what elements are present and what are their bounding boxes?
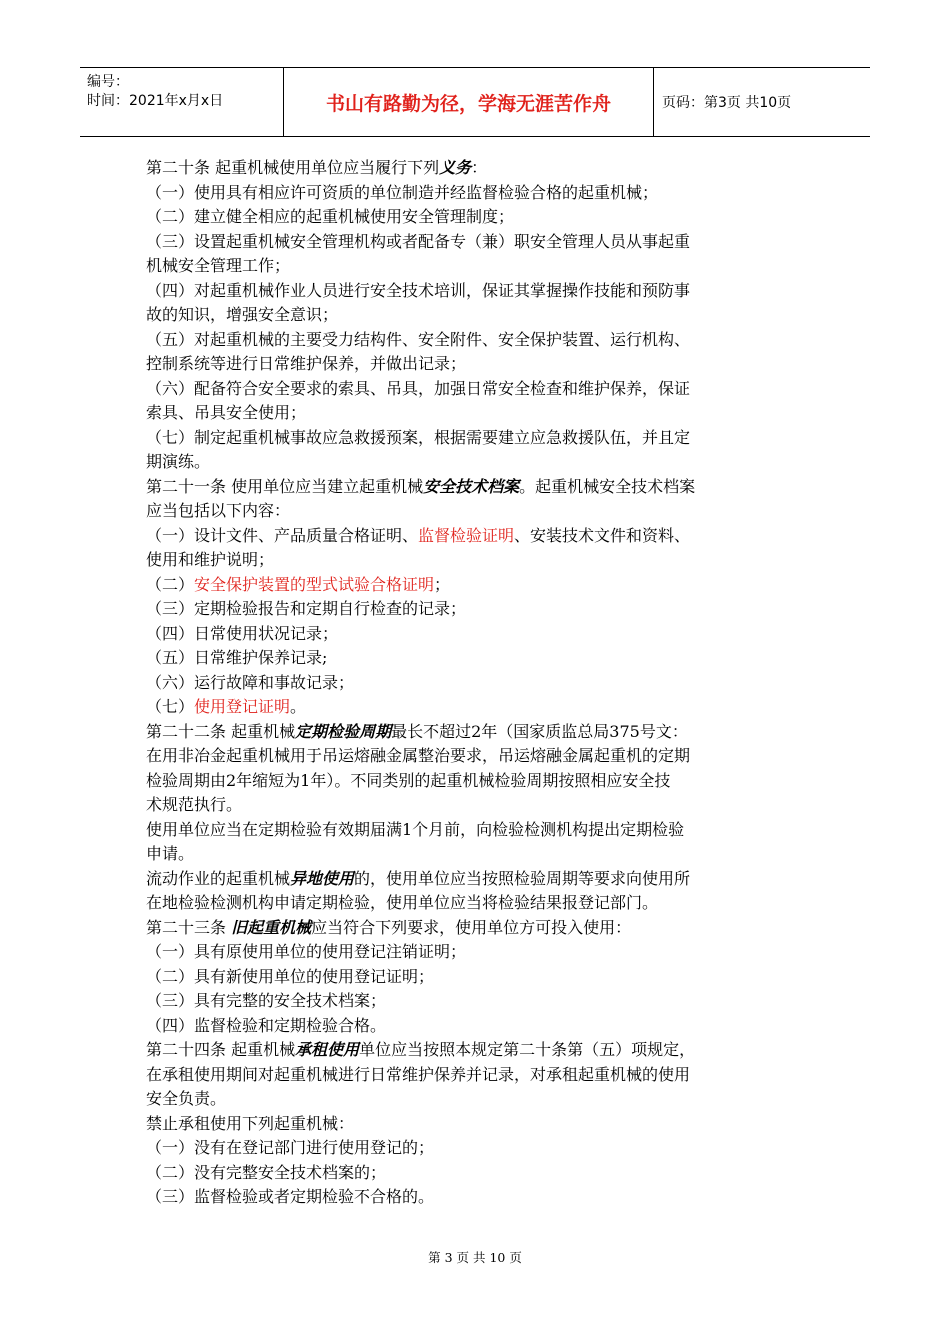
body-line (146, 1087, 811, 1112)
highlighted-text: 监督检验证明 (418, 525, 515, 545)
body-text: （三）监督检验或者定期检验不合格的。 (146, 1187, 435, 1206)
body-line (146, 181, 811, 206)
body-text: 检验周期由2年缩短为1年）。不同类别的起重机械检验周期按照相应安全技 (146, 770, 671, 790)
body-line (146, 1063, 811, 1088)
body-text: （七）制定起重机械事故应急救援预案，根据需要建立应急救援队伍，并且定 (146, 427, 691, 447)
highlighted-text: 使用登记证明 (194, 697, 291, 716)
document-date-label: 时间：2021年x月x日 (87, 93, 224, 109)
body-line (146, 769, 811, 794)
body-text: 故的知识，增强安全意识； (146, 305, 339, 324)
document-body (146, 156, 811, 1210)
body-text: 单位应当按照本规定第二十条第（五）项规定， (359, 1040, 696, 1059)
emphasized-term: 定期检验周期 (295, 721, 392, 741)
body-text: （三）定期检验报告和定期自行检查的记录； (146, 599, 467, 618)
body-line (146, 475, 811, 500)
header-motto: 书山有路勤为径，学海无涯苦作舟 (284, 68, 654, 136)
body-text: 禁止承租使用下列起重机械： (146, 1113, 355, 1133)
body-line (146, 1112, 811, 1137)
body-line (146, 842, 811, 867)
page-footer: 第 3 页 共 10 页 (428, 1250, 522, 1265)
body-line (146, 1136, 811, 1161)
body-line (146, 328, 811, 353)
body-line (146, 916, 811, 941)
body-text: 最长不超过2年（国家质监总局375号文： (391, 721, 688, 741)
body-text: 应当符合下列要求，使用单位方可投入使用： (311, 917, 632, 937)
body-text: （二）没有完整安全技术档案的； (146, 1162, 387, 1182)
body-line (146, 548, 811, 573)
body-line (146, 230, 811, 255)
body-text: （一）具有原使用单位的使用登记注销证明； (146, 942, 467, 961)
body-line (146, 867, 811, 892)
body-text: 在用非冶金起重机械用于吊运熔融金属整治要求，吊运熔融金属起重机的定期 (146, 746, 691, 765)
body-line (146, 891, 811, 916)
emphasized-term: 旧起重机械 (231, 917, 312, 937)
body-line (146, 377, 811, 402)
body-text: 在地检验检测机构申请定期检验，使用单位应当将检验结果报登记部门。 (146, 893, 659, 912)
body-text: （三）设置起重机械安全管理机构或者配备专（兼）职安全管理人员从事起重 (146, 231, 691, 251)
body-text: 申请。 (146, 844, 195, 863)
body-line (146, 720, 811, 745)
body-text: （一）没有在登记部门进行使用登记的； (146, 1138, 435, 1157)
body-text: 的，使用单位应当按照检验周期等要求向使用所 (354, 868, 691, 888)
body-line (146, 573, 811, 598)
body-text: 安全负责。 (146, 1089, 227, 1108)
body-text: （七） (146, 697, 195, 716)
body-line (146, 450, 811, 475)
body-line (146, 156, 811, 181)
body-text: （一）使用具有相应许可资质的单位制造并经监督检验合格的起重机械； (146, 182, 659, 202)
body-line (146, 205, 811, 230)
body-text: 期演练。 (146, 452, 211, 471)
body-text: 在承租使用期间对起重机械进行日常维护保养并记录，对承租起重机械的使用 (146, 1064, 691, 1084)
body-text: 第二十条 起重机械使用单位应当履行下列 (146, 158, 440, 177)
body-text: （六）运行故障和事故记录； (146, 672, 355, 692)
body-line (146, 279, 811, 304)
body-line (146, 744, 811, 769)
body-line (146, 989, 811, 1014)
body-line (146, 793, 811, 818)
body-text: （四）监督检验和定期检验合格。 (146, 1015, 387, 1035)
body-text: 术规范执行。 (146, 795, 243, 814)
body-text: （五）对起重机械的主要受力结构件、安全附件、安全保护装置、运行机构、 (146, 329, 691, 349)
body-text: 第二十三条 (146, 917, 232, 937)
body-text: （二） (146, 574, 195, 594)
body-line (146, 499, 811, 524)
emphasized-term: 义务 (439, 158, 472, 177)
header-page-number: 页码：第3页 共10页 (662, 95, 792, 111)
body-line (146, 1014, 811, 1039)
body-text: 、安装技术文件和资料、 (514, 525, 691, 545)
body-line (146, 303, 811, 328)
body-text: 第二十一条 使用单位应当建立起重机械 (146, 476, 424, 496)
body-line (146, 622, 811, 647)
body-text: 索具、吊具安全使用； (146, 403, 307, 422)
body-text: （四）对起重机械作业人员进行安全技术培训，保证其掌握操作技能和预防事 (146, 280, 691, 300)
body-line (146, 940, 811, 965)
body-text: ： (471, 158, 488, 177)
body-text: 控制系统等进行日常维护保养，并做出记录； (146, 354, 467, 373)
body-text: （五）日常维护保养记录; (146, 648, 328, 667)
body-text: 机械安全管理工作； (146, 256, 291, 275)
body-line (146, 818, 811, 843)
document-number-label: 编号： (87, 74, 129, 90)
body-text: （六）配备符合安全要求的索具、吊具，加强日常安全检查和维护保养，保证 (146, 378, 691, 398)
body-text: （四）日常使用状况记录； (146, 623, 339, 643)
body-text: 使用单位应当在定期检验有效期届满1个月前，向检验检测机构提出定期检验 (146, 819, 685, 839)
body-line (146, 671, 811, 696)
body-line (146, 695, 811, 720)
body-text: 应当包括以下内容： (146, 501, 291, 520)
page-header (80, 67, 870, 137)
body-text: 。起重机械安全技术档案 (519, 476, 696, 496)
body-line (146, 1038, 811, 1063)
body-line (146, 965, 811, 990)
header-meta (80, 68, 284, 136)
body-line (146, 1185, 811, 1210)
body-line (146, 1161, 811, 1186)
emphasized-term: 异地使用 (290, 868, 355, 888)
emphasized-term: 承租使用 (295, 1040, 360, 1059)
body-text: 第二十二条 起重机械 (146, 721, 296, 741)
body-text: 第二十四条 起重机械 (146, 1040, 296, 1059)
emphasized-term: 安全技术档案 (423, 476, 520, 496)
body-text: （三）具有完整的安全技术档案； (146, 991, 387, 1010)
body-line (146, 426, 811, 451)
body-line (146, 254, 811, 279)
body-text: （一）设计文件、产品质量合格证明、 (146, 525, 419, 545)
body-text: 使用和维护说明； (146, 550, 275, 569)
body-line (146, 524, 811, 549)
body-line (146, 646, 811, 671)
highlighted-text: 安全保护装置的型式试验合格证明 (194, 574, 435, 594)
body-text: 。 (290, 697, 307, 716)
body-text: ； (434, 574, 451, 594)
body-text: （二）具有新使用单位的使用登记证明； (146, 966, 435, 986)
body-text: 流动作业的起重机械 (146, 868, 291, 888)
body-text: （二）建立健全相应的起重机械使用安全管理制度； (146, 207, 515, 226)
body-line (146, 401, 811, 426)
body-line (146, 597, 811, 622)
body-line (146, 352, 811, 377)
